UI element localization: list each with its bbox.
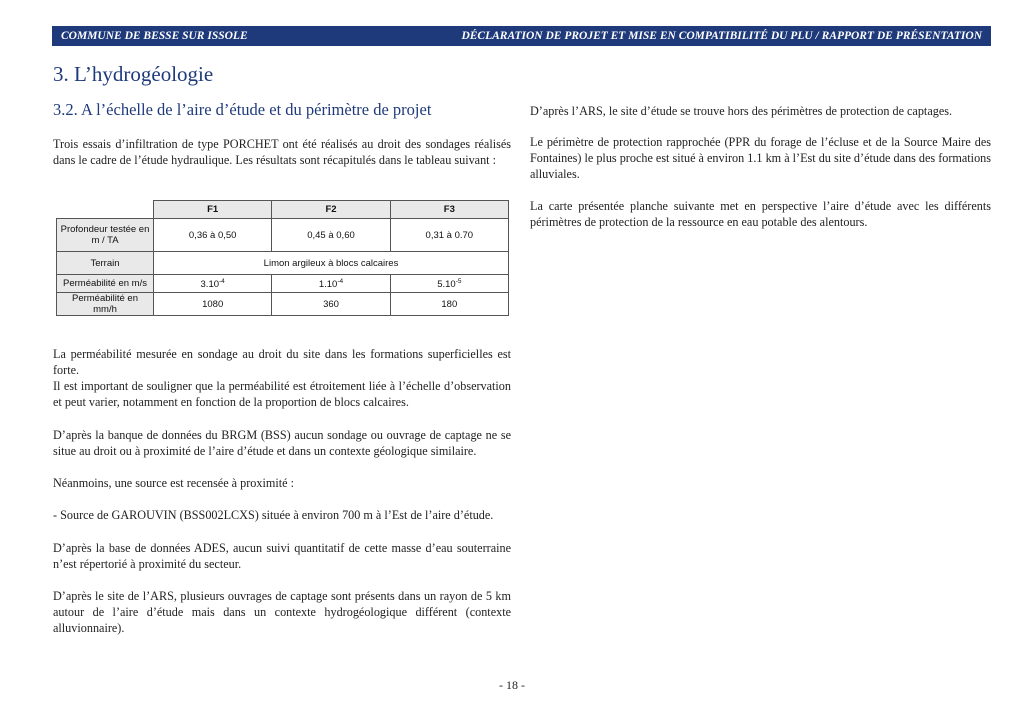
column-header-f3: F3: [390, 201, 508, 219]
table-cell: 0,36 à 0,50: [154, 219, 272, 252]
table-cell: 180: [390, 293, 508, 316]
page-number: - 18 -: [499, 678, 525, 692]
row-header-permeability-mmh: Perméabilité en mm/h: [57, 293, 154, 316]
table-row: [57, 219, 509, 252]
table-row: [57, 275, 509, 293]
table-cell: 0,31 à 0.70: [390, 219, 508, 252]
row-header-permeability-ms: Perméabilité en m/s: [57, 275, 154, 293]
header-report-title: DÉCLARATION DE PROJET ET MISE EN COMPATIBILITÉ DU PLU / RAPPORT DE PRÉSENTATION: [461, 30, 982, 42]
column-header-f1: F1: [154, 201, 272, 219]
subsection-title: 3.2. A l’échelle de l’aire d’étude et du périmètre de projet: [53, 100, 432, 119]
terrain-cell: Limon argileux à blocs calcaires: [154, 252, 509, 275]
infiltration-results-table: [56, 200, 509, 316]
paragraph-permeability-scale: Il est important de souligner que la perméabilité est étroitement liée à l’échelle d’observation et peut varier, notamment en fonction de la proportion de blocs calcaires.: [53, 379, 511, 410]
row-header-terrain: Terrain: [57, 252, 154, 275]
table-row: [57, 293, 509, 316]
paragraph-ppr: Le périmètre de protection rapprochée (PPR du forage de l’écluse et de la Source Maire des Fontaines) le plus proche est situé à environ 1.1 km à l’Est du site d’étude dans des formations alluviales.: [530, 135, 991, 182]
section-title: 3. L’hydrogéologie: [53, 62, 214, 86]
column-header-f2: F2: [272, 201, 390, 219]
table-cell: $5.10^{-5}$: [390, 275, 508, 293]
table-corner-cell: [57, 201, 154, 219]
paragraph-brgm: D’après la banque de données du BRGM (BSS) aucun sondage ou ouvrage de captage ne se situe au droit ou à proximité de l’aire d’étude et dans un contexte géologique similaire.: [53, 428, 511, 459]
table-row: [57, 252, 509, 275]
header-bar: [52, 26, 991, 46]
paragraph-source-intro: Néanmoins, une source est recensée à proximité :: [53, 476, 294, 490]
table-cell: $1.10^{-4}$: [272, 275, 390, 293]
table-header-row: [57, 201, 509, 219]
table-cell: 1080: [154, 293, 272, 316]
paragraph-ars-captages: D’après le site de l’ARS, plusieurs ouvrages de captage sont présents dans un rayon de 5 km autour de l’aire d’étude mais dans un contexte hydrogéologique différent (contexte alluvionnaire).: [53, 589, 511, 636]
paragraph-source-garouvin: - Source de GAROUVIN (BSS002LCXS) située à environ 700 m à l’Est de l’aire d’étude.: [53, 508, 494, 522]
paragraph-ars-site: D’après l’ARS, le site d’étude se trouve hors des périmètres de protection de captages.: [530, 104, 953, 118]
table-cell: 360: [272, 293, 390, 316]
paragraph-ades: D’après la base de données ADES, aucun suivi quantitatif de cette masse d’eau souterraine n’est répertorié à proximité du secteur.: [53, 541, 511, 572]
row-header-depth: Profondeur testée en m / TA: [57, 219, 154, 252]
header-commune: COMMUNE DE BESSE SUR ISSOLE: [61, 30, 248, 42]
paragraph-map-intro: La carte présentée planche suivante met en perspective l’aire d’étude avec les différents périmètres de protection de la ressource en eau potable des alentours.: [530, 199, 991, 230]
intro-paragraph: Trois essais d’infiltration de type PORCHET ont été réalisés au droit des sondages réalisés dans le cadre de l’étude hydraulique. Les résultats sont récapitulés dans le tableau suivant :: [53, 137, 511, 168]
paragraph-permeability: La perméabilité mesurée en sondage au droit du site dans les formations superficielles est forte.: [53, 347, 511, 378]
table-cell: $3.10^{-4}$: [154, 275, 272, 293]
table-cell: 0,45 à 0,60: [272, 219, 390, 252]
